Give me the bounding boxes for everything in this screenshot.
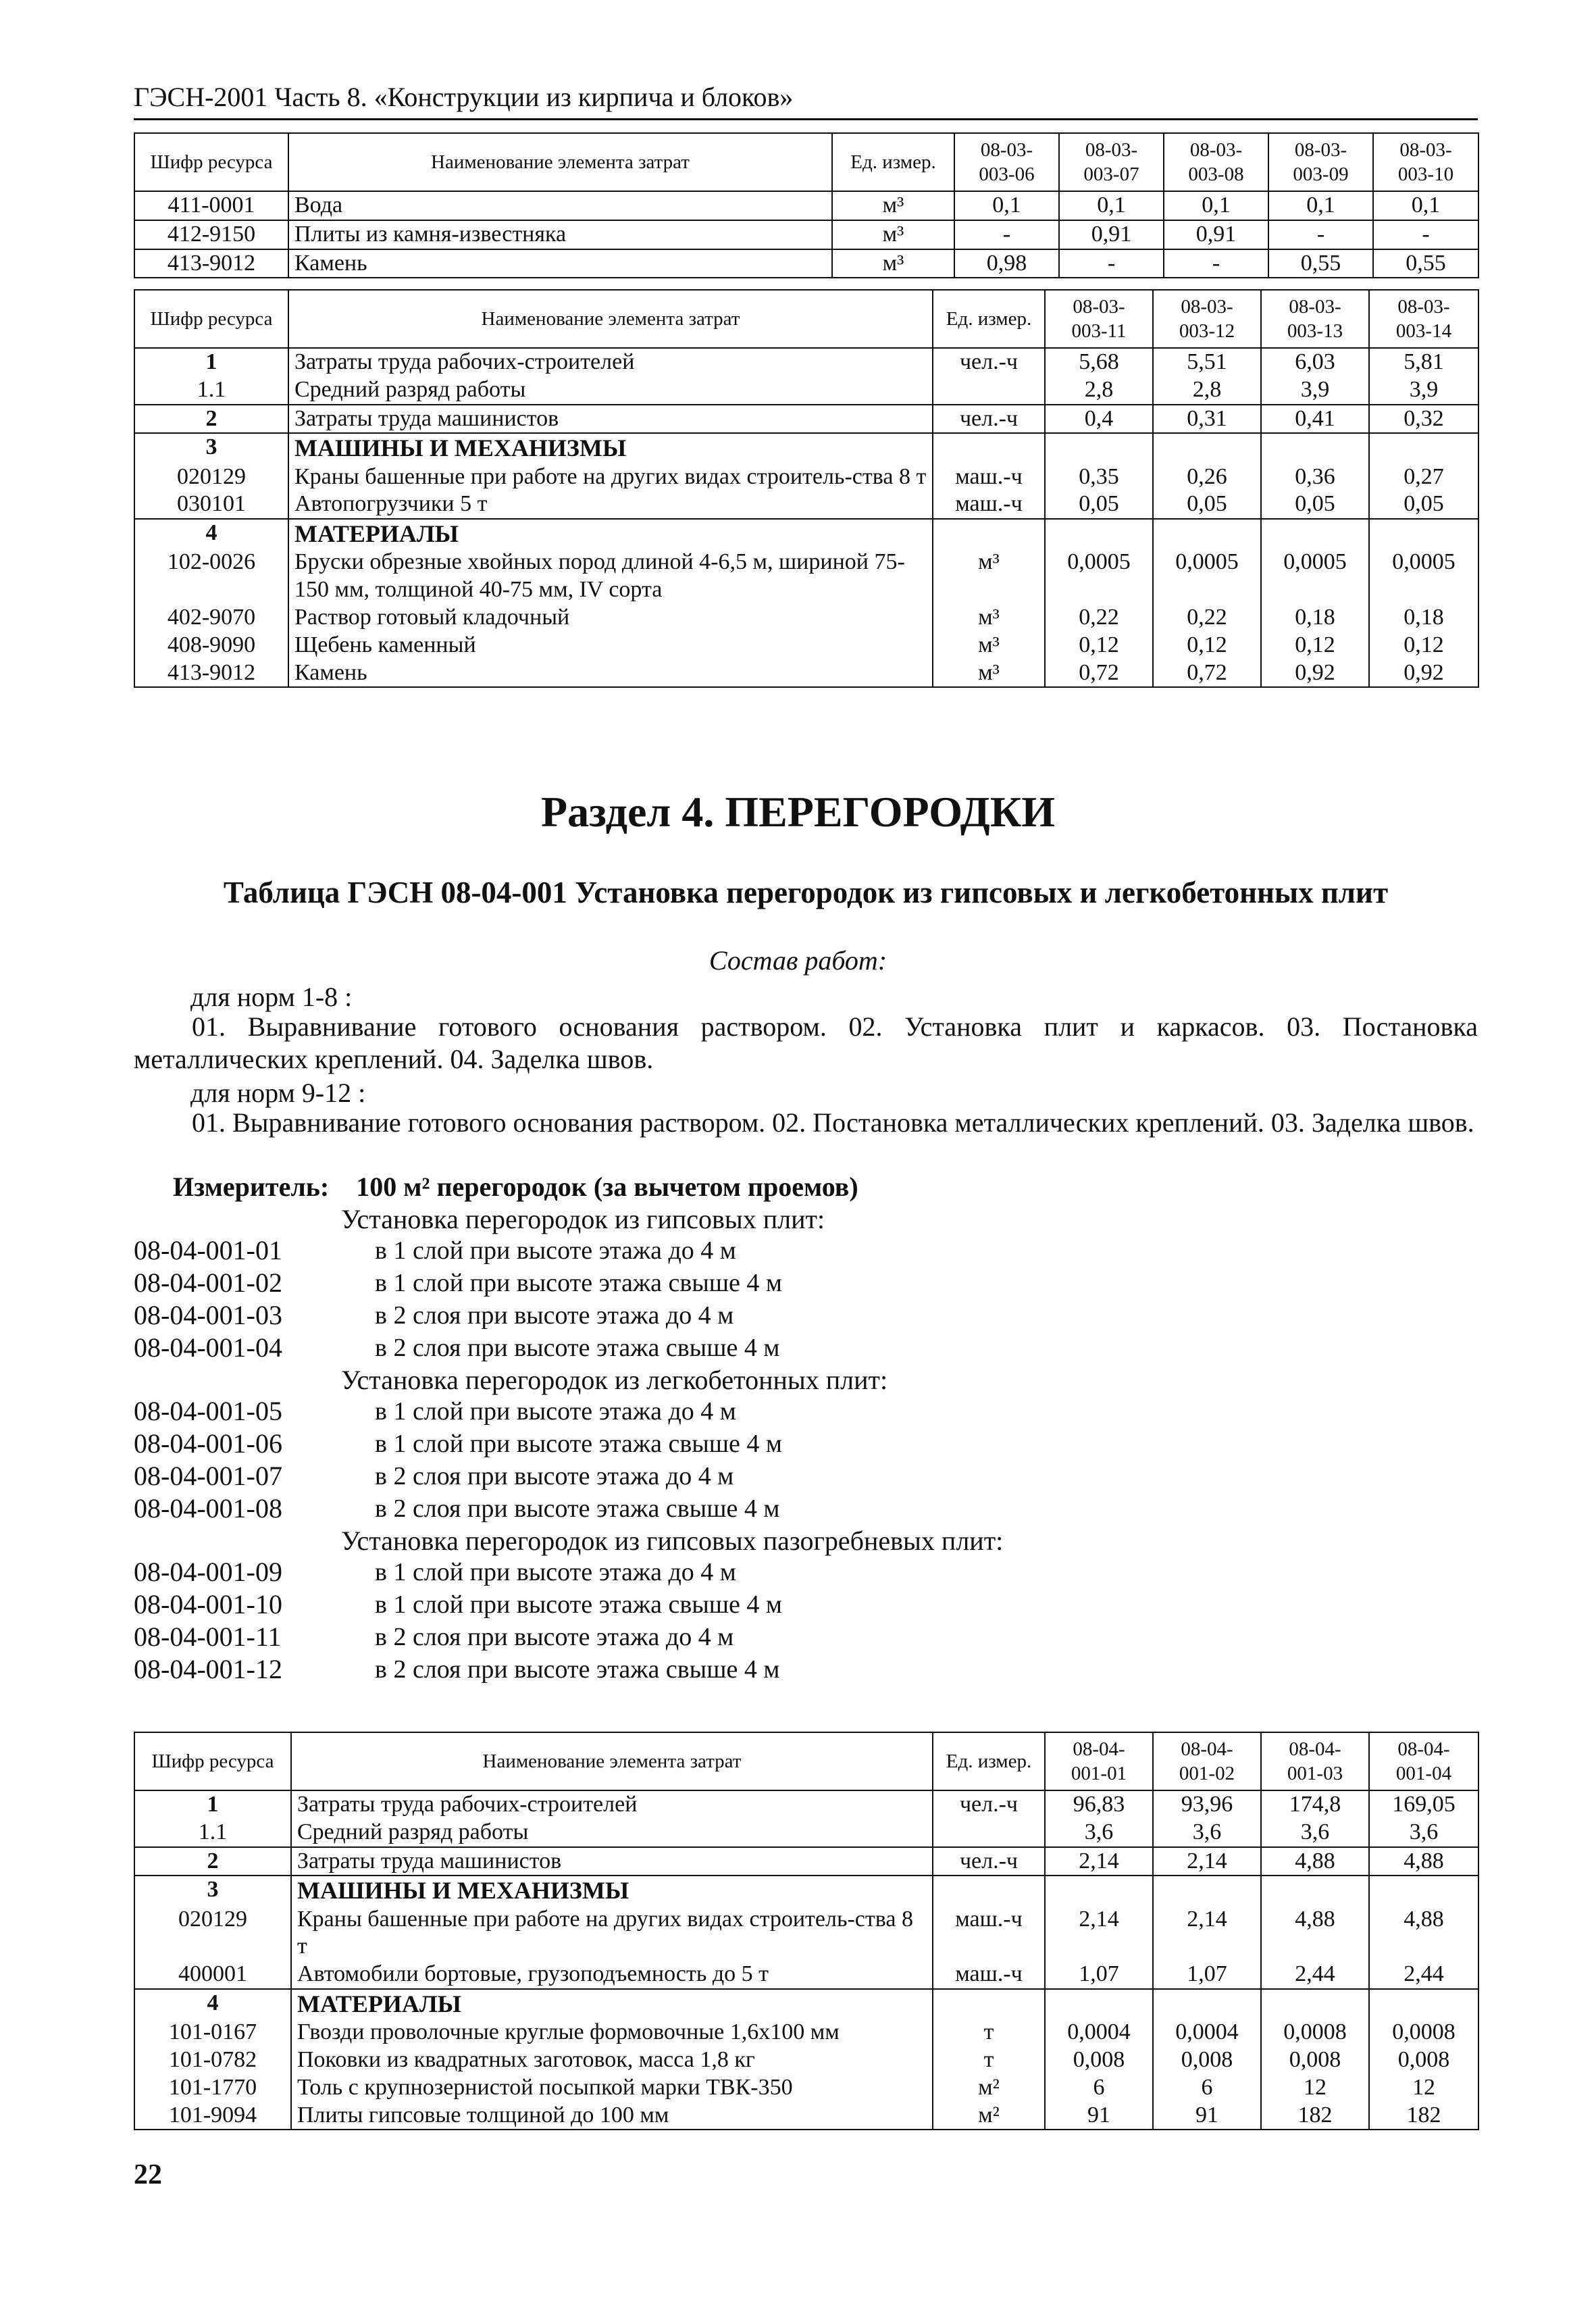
table-row <box>134 463 1478 491</box>
resource-unit: чел.-ч <box>933 405 1045 434</box>
resource-code: 412-9150 <box>134 220 288 249</box>
norm-code: 08-04-001-02 <box>134 1267 282 1298</box>
col-header-norm: 08-03- 003-08 <box>1164 133 1268 191</box>
norm-description: в 2 слоя при высоте этажа свыше 4 м <box>375 1655 780 1684</box>
resource-value: 6,03 <box>1261 348 1369 376</box>
resource-unit: чел.-ч <box>933 1790 1045 1819</box>
resource-table-1 <box>134 132 1479 278</box>
resource-value: 0,18 <box>1261 604 1369 632</box>
section-title: МАТЕРИАЛЫ <box>288 519 933 549</box>
norm-code: 08-04-001-08 <box>134 1493 282 1524</box>
resource-value: 0,18 <box>1369 604 1478 632</box>
resource-value: 12 <box>1369 2074 1478 2102</box>
norm-group-heading: Установка перегородок из легкобетонных плит: <box>341 1365 888 1395</box>
resource-value: 3,9 <box>1369 376 1478 405</box>
norm-code: 08-04-001-01 <box>134 1235 282 1265</box>
resource-value: 2,14 <box>1153 1906 1261 1961</box>
resource-unit: чел.-ч <box>933 348 1045 376</box>
resource-code: 1 <box>134 348 288 376</box>
resource-value: 5,68 <box>1045 348 1153 376</box>
resource-name: Средний разряд работы <box>288 376 933 405</box>
resource-name: Раствор готовый кладочный <box>288 604 933 632</box>
resource-code: 101-1770 <box>134 2074 291 2102</box>
resource-name: Автопогрузчики 5 т <box>288 491 933 519</box>
resource-code: 413-9012 <box>134 659 288 688</box>
norm-group-heading: Установка перегородок из гипсовых пазогребневых плит: <box>341 1526 1004 1556</box>
page-number: 22 <box>134 2159 162 2190</box>
resource-value: 93,96 <box>1153 1790 1261 1819</box>
resource-value: 0,92 <box>1369 659 1478 688</box>
col-header-norm: 08-03- 003-12 <box>1153 290 1261 348</box>
resource-code: 411-0001 <box>134 191 288 220</box>
resource-name: Автомобили бортовые, грузоподъемность до 5 т <box>291 1961 933 1989</box>
resource-unit: маш.-ч <box>933 491 1045 519</box>
section-code: 3 <box>134 433 288 463</box>
section-title: МАШИНЫ И МЕХАНИЗМЫ <box>291 1876 933 1905</box>
resource-value: 0,55 <box>1373 249 1478 278</box>
resource-value: 0,26 <box>1153 463 1261 491</box>
resource-name: Затраты труда машинистов <box>288 405 933 434</box>
resource-value: 0,05 <box>1369 491 1478 519</box>
col-header-code: Шифр ресурса <box>134 1732 291 1790</box>
resource-value: 0,0008 <box>1369 2019 1478 2046</box>
resource-value: 0,05 <box>1045 491 1153 519</box>
table-row <box>134 549 1478 604</box>
resource-code: 408-9090 <box>134 632 288 659</box>
col-header-norm: 08-03- 003-11 <box>1045 290 1153 348</box>
work-norms-label: для норм 1-8 : <box>190 982 353 1012</box>
resource-value: 3,9 <box>1261 376 1369 405</box>
col-header-unit: Ед. измер. <box>832 133 954 191</box>
work-norms-label: для норм 9-12 : <box>190 1078 366 1108</box>
resource-unit: т <box>933 2046 1045 2074</box>
table-row <box>134 632 1478 659</box>
norm-description: в 1 слой при высоте этажа свыше 4 м <box>375 1590 782 1619</box>
norm-description: в 2 слоя при высоте этажа до 4 м <box>375 1301 734 1330</box>
section-code: 3 <box>134 1876 291 1905</box>
section-title: МАТЕРИАЛЫ <box>291 1989 933 2019</box>
resource-name: Поковки из квадратных заготовок, масса 1,8 кг <box>291 2046 933 2074</box>
resource-value: 0,22 <box>1153 604 1261 632</box>
resource-value: 0,72 <box>1153 659 1261 688</box>
resource-value: 5,51 <box>1153 348 1261 376</box>
resource-value: 0,008 <box>1045 2046 1153 2074</box>
resource-unit: маш.-ч <box>933 1961 1045 1989</box>
table-row <box>134 2046 1478 2074</box>
resource-value: 0,72 <box>1045 659 1153 688</box>
work-composition-heading: Состав работ: <box>709 945 887 976</box>
resource-value: 0,1 <box>1164 191 1268 220</box>
resource-name: Затраты труда рабочих-строителей <box>291 1790 933 1819</box>
resource-value: 0,22 <box>1045 604 1153 632</box>
resource-name: Затраты труда машинистов <box>291 1847 933 1876</box>
resource-unit: м³ <box>933 632 1045 659</box>
resource-value: 0,12 <box>1261 632 1369 659</box>
resource-value: 0,12 <box>1045 632 1153 659</box>
resource-unit: маш.-ч <box>933 463 1045 491</box>
resource-value: 4,88 <box>1369 1847 1478 1876</box>
resource-code: 1 <box>134 1790 291 1819</box>
table-row <box>134 1819 1478 1847</box>
resource-value: 0,008 <box>1261 2046 1369 2074</box>
resource-unit: м³ <box>832 191 954 220</box>
resource-value: 91 <box>1045 2102 1153 2130</box>
norm-description: в 1 слой при высоте этажа до 4 м <box>375 1558 736 1586</box>
norm-description: в 1 слой при высоте этажа свыше 4 м <box>375 1430 782 1458</box>
resource-value: 3,6 <box>1153 1819 1261 1847</box>
resource-value: 6 <box>1153 2074 1261 2102</box>
resource-table-3 <box>134 1732 1479 2130</box>
table-row <box>134 1847 1478 1876</box>
resource-value: 0,0008 <box>1261 2019 1369 2046</box>
resource-value: 0,05 <box>1261 491 1369 519</box>
norm-description: в 2 слоя при высоте этажа до 4 м <box>375 1623 734 1651</box>
norm-code: 08-04-001-05 <box>134 1396 282 1426</box>
col-header-norm: 08-03- 003-13 <box>1261 290 1369 348</box>
meter-row <box>173 1171 858 1203</box>
norm-code: 08-04-001-03 <box>134 1300 282 1330</box>
resource-value: 0,92 <box>1261 659 1369 688</box>
resource-value: 91 <box>1153 2102 1261 2130</box>
section-code: 4 <box>134 1989 291 2019</box>
col-header-norm: 08-03- 003-14 <box>1369 290 1478 348</box>
resource-code: 101-0782 <box>134 2046 291 2074</box>
col-header-norm: 08-04- 001-03 <box>1261 1732 1369 1790</box>
resource-value: 0,91 <box>1164 220 1268 249</box>
resource-value: 2,8 <box>1153 376 1261 405</box>
resource-value: 0,36 <box>1261 463 1369 491</box>
resource-value: 0,1 <box>1059 191 1164 220</box>
resource-value: 2,14 <box>1045 1847 1153 1876</box>
resource-code: 2 <box>134 1847 291 1876</box>
resource-code: 413-9012 <box>134 249 288 278</box>
resource-name: Плиты гипсовые толщиной до 100 мм <box>291 2102 933 2130</box>
resource-value: 6 <box>1045 2074 1153 2102</box>
section-row <box>134 1876 1478 1905</box>
resource-value: 0,91 <box>1059 220 1164 249</box>
resource-table-2 <box>134 289 1479 688</box>
resource-value: - <box>1059 249 1164 278</box>
resource-value: 4,88 <box>1261 1847 1369 1876</box>
table-title: Таблица ГЭСН 08-04-001 Установка перегородок из гипсовых и легкобетонных плит <box>223 876 1389 909</box>
norm-description: в 1 слой при высоте этажа свыше 4 м <box>375 1269 782 1297</box>
work-composition-text: 01. Выравнивание готового основания раствором. 02. Постановка металлических креплений. 03. Заделка швов. <box>192 1107 1474 1138</box>
col-header-name: Наименование элемента затрат <box>288 133 832 191</box>
section-row <box>134 433 1478 463</box>
resource-value: 2,14 <box>1045 1906 1153 1961</box>
norm-group-heading: Установка перегородок из гипсовых плит: <box>341 1204 825 1234</box>
section-title: МАШИНЫ И МЕХАНИЗМЫ <box>288 433 933 463</box>
meter-value: 100 м² перегородок (за вычетом проемов) <box>356 1172 858 1202</box>
resource-value: - <box>954 220 1059 249</box>
resource-value: 1,07 <box>1153 1961 1261 1989</box>
resource-code: 400001 <box>134 1961 291 1989</box>
resource-value: 0,0004 <box>1045 2019 1153 2046</box>
resource-code: 020129 <box>134 1906 291 1961</box>
norm-code: 08-04-001-04 <box>134 1332 282 1363</box>
col-header-norm: 08-04- 001-04 <box>1369 1732 1478 1790</box>
resource-unit: м³ <box>933 604 1045 632</box>
resource-value: 0,41 <box>1261 405 1369 434</box>
resource-unit <box>933 1819 1045 1847</box>
resource-value: 3,6 <box>1045 1819 1153 1847</box>
resource-value: 0,0004 <box>1153 2019 1261 2046</box>
resource-code: 101-9094 <box>134 2102 291 2130</box>
table-row <box>134 1961 1478 1989</box>
section-row <box>134 519 1478 549</box>
resource-value: 174,8 <box>1261 1790 1369 1819</box>
resource-value: 0,12 <box>1153 632 1261 659</box>
resource-value: 0,0005 <box>1153 549 1261 604</box>
resource-value: 4,88 <box>1369 1906 1478 1961</box>
resource-name: Плиты из камня-известняка <box>288 220 832 249</box>
resource-value: 0,008 <box>1369 2046 1478 2074</box>
resource-name: Вода <box>288 191 832 220</box>
resource-name: Камень <box>288 659 933 688</box>
norm-code: 08-04-001-07 <box>134 1461 282 1491</box>
norm-code: 08-04-001-11 <box>134 1621 282 1652</box>
resource-value: 0,32 <box>1369 405 1478 434</box>
table-row <box>134 1790 1478 1819</box>
resource-name: Краны башенные при работе на других видах строитель-ства 8 т <box>288 463 933 491</box>
resource-value: 0,35 <box>1045 463 1153 491</box>
resource-name: Толь с крупнозернистой посыпкой марки ТВК-350 <box>291 2074 933 2102</box>
resource-value: 182 <box>1369 2102 1478 2130</box>
table-row <box>134 191 1478 220</box>
norm-description: в 2 слоя при высоте этажа до 4 м <box>375 1462 734 1490</box>
resource-unit: маш.-ч <box>933 1906 1045 1961</box>
norm-description: в 2 слоя при высоте этажа свыше 4 м <box>375 1334 780 1362</box>
resource-value: 2,44 <box>1261 1961 1369 1989</box>
resource-unit: м³ <box>933 659 1045 688</box>
norm-description: в 1 слой при высоте этажа до 4 м <box>375 1397 736 1426</box>
col-header-norm: 08-04- 001-01 <box>1045 1732 1153 1790</box>
resource-code: 102-0026 <box>134 549 288 604</box>
col-header-unit: Ед. измер. <box>933 1732 1045 1790</box>
resource-value: - <box>1268 220 1373 249</box>
resource-code: 020129 <box>134 463 288 491</box>
col-header-norm: 08-04- 001-02 <box>1153 1732 1261 1790</box>
section-title: Раздел 4. ПЕРЕГОРОДКИ <box>540 788 1056 836</box>
resource-value: 0,31 <box>1153 405 1261 434</box>
norm-description: в 1 слой при высоте этажа до 4 м <box>375 1236 736 1265</box>
resource-unit: чел.-ч <box>933 1847 1045 1876</box>
resource-code: 101-0167 <box>134 2019 291 2046</box>
work-composition-text: 01. Выравнивание готового основания раствором. 02. Установка плит и каркасов. 03. Постановка металлических креплений. 04. Заделка швов. <box>134 1011 1478 1074</box>
resource-value: 0,4 <box>1045 405 1153 434</box>
resource-value: 0,0005 <box>1261 549 1369 604</box>
resource-unit <box>933 376 1045 405</box>
resource-value: 0,0005 <box>1045 549 1153 604</box>
resource-value: 3,6 <box>1261 1819 1369 1847</box>
table-row <box>134 1906 1478 1961</box>
resource-value: 0,1 <box>954 191 1059 220</box>
table-row <box>134 2019 1478 2046</box>
resource-name: Краны башенные при работе на других видах строитель-ства 8 т <box>291 1906 933 1961</box>
resource-value: 182 <box>1261 2102 1369 2130</box>
col-header-norm: 08-03- 003-07 <box>1059 133 1164 191</box>
resource-name: Гвозди проволочные круглые формовочные 1,6х100 мм <box>291 2019 933 2046</box>
resource-name: Щебень каменный <box>288 632 933 659</box>
resource-value: 5,81 <box>1369 348 1478 376</box>
resource-code: 2 <box>134 405 288 434</box>
resource-value: - <box>1373 220 1478 249</box>
norm-code: 08-04-001-10 <box>134 1589 282 1619</box>
resource-unit: м³ <box>832 249 954 278</box>
resource-value: 4,88 <box>1261 1906 1369 1961</box>
resource-value: 0,05 <box>1153 491 1261 519</box>
col-header-norm: 08-03- 003-10 <box>1373 133 1478 191</box>
resource-value: 1,07 <box>1045 1961 1153 1989</box>
table-row <box>134 604 1478 632</box>
col-header-name: Наименование элемента затрат <box>291 1732 933 1790</box>
resource-value: - <box>1164 249 1268 278</box>
resource-value: 12 <box>1261 2074 1369 2102</box>
col-header-code: Шифр ресурса <box>134 290 288 348</box>
table-row <box>134 2074 1478 2102</box>
resource-value: 0,1 <box>1268 191 1373 220</box>
table-row <box>134 249 1478 278</box>
resource-code: 030101 <box>134 491 288 519</box>
norm-code: 08-04-001-06 <box>134 1428 282 1459</box>
col-header-code: Шифр ресурса <box>134 133 288 191</box>
resource-value: 0,008 <box>1153 2046 1261 2074</box>
norm-code: 08-04-001-12 <box>134 1654 282 1684</box>
resource-code: 402-9070 <box>134 604 288 632</box>
section-code: 4 <box>134 519 288 549</box>
resource-value: 0,1 <box>1373 191 1478 220</box>
col-header-unit: Ед. измер. <box>933 290 1045 348</box>
page-header: ГЭСН-2001 Часть 8. «Конструкции из кирпича и блоков» <box>134 81 1478 120</box>
resource-unit: м² <box>933 2074 1045 2102</box>
resource-value: 0,12 <box>1369 632 1478 659</box>
resource-name: Камень <box>288 249 832 278</box>
resource-unit: т <box>933 2019 1045 2046</box>
resource-value: 169,05 <box>1369 1790 1478 1819</box>
resource-value: 2,44 <box>1369 1961 1478 1989</box>
table-row <box>134 405 1478 434</box>
resource-value: 0,98 <box>954 249 1059 278</box>
resource-value: 0,55 <box>1268 249 1373 278</box>
table-row <box>134 2102 1478 2130</box>
table-row <box>134 220 1478 249</box>
resource-code: 1.1 <box>134 1819 291 1847</box>
resource-name: Затраты труда рабочих-строителей <box>288 348 933 376</box>
norm-code: 08-04-001-09 <box>134 1557 282 1587</box>
resource-unit: м³ <box>832 220 954 249</box>
resource-unit: м³ <box>933 549 1045 604</box>
resource-value: 2,14 <box>1153 1847 1261 1876</box>
resource-value: 3,6 <box>1369 1819 1478 1847</box>
resource-unit: м² <box>933 2102 1045 2130</box>
table-row <box>134 491 1478 519</box>
resource-value: 0,27 <box>1369 463 1478 491</box>
resource-value: 96,83 <box>1045 1790 1153 1819</box>
col-header-norm: 08-03- 003-09 <box>1268 133 1373 191</box>
norm-description: в 2 слоя при высоте этажа свыше 4 м <box>375 1494 780 1523</box>
resource-value: 0,0005 <box>1369 549 1478 604</box>
table-row <box>134 376 1478 405</box>
col-header-norm: 08-03- 003-06 <box>954 133 1059 191</box>
resource-value: 2,8 <box>1045 376 1153 405</box>
resource-code: 1.1 <box>134 376 288 405</box>
table-row <box>134 659 1478 688</box>
table-row <box>134 348 1478 376</box>
resource-name: Средний разряд работы <box>291 1819 933 1847</box>
section-row <box>134 1989 1478 2019</box>
meter-label: Измеритель: <box>173 1172 330 1202</box>
resource-name: Бруски обрезные хвойных пород длиной 4-6,5 м, шириной 75-150 мм, толщиной 40-75 мм, IV сорта <box>288 549 933 604</box>
col-header-name: Наименование элемента затрат <box>288 290 933 348</box>
